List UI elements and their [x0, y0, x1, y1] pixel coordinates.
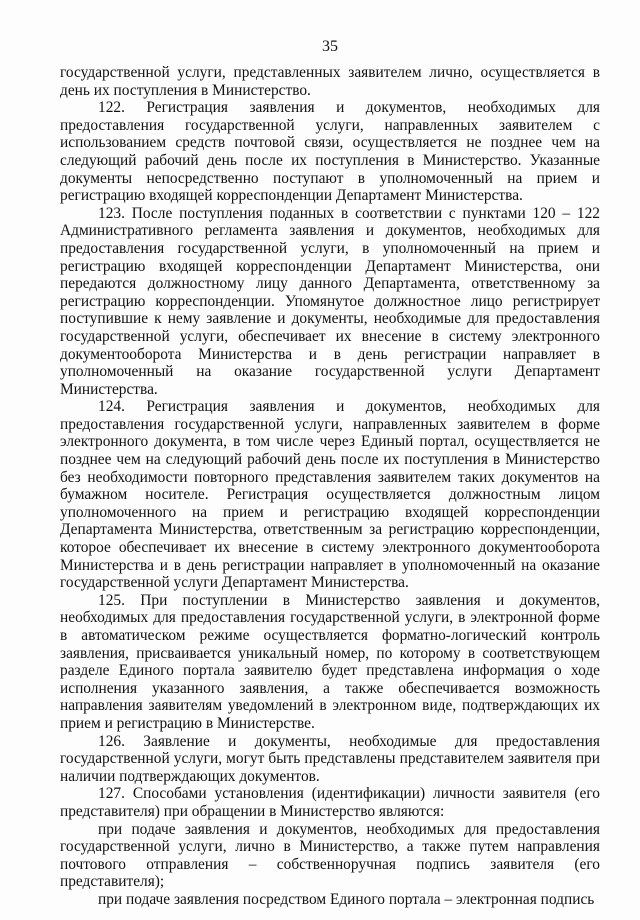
paragraph-122: 122. Регистрация заявления и документов, необходимых для предоставления государственной услуги, направленных заявителем с использованием средств почтовой связи, осуществляется не позднее чем на следующий рабочий день после их поступления в Министерство. Указанные документы непосредственно поступают в уполномоченный на прием и регистрацию входящей корреспонденции Департамент Министерства. [60, 99, 600, 205]
paragraph-127: 127. Способами установления (идентификации) личности заявителя (его представителя) при обращении в Министерство являются: [60, 785, 600, 820]
paragraph-127-item-personal: при подаче заявления и документов, необходимых для предоставления государственной услуги, лично в Министерство, а также путем направления почтового отправления – собственноручная подпись заявителя (его представителя); [60, 820, 600, 891]
paragraph-123: 123. После поступления поданных в соответствии с пунктами 120 – 122 Административного регламента заявления и документов, необходимых для предоставления государственной услуги, в уполномоченный на прием и регистрацию входящей корреспонденции Департамент Министерства, они передаются должностному лицу данного Департамента, ответственному за регистрацию корреспонденции. Упомянутое должностное лицо регистрирует поступившие к нему заявление и документы, необходимые для предоставления государственной услуги, обеспечивает их внесение в систему электронного документооборота Министерства и в день регистрации направляет в уполномоченный на оказание государственной услуги Департамент Министерства. [60, 204, 600, 398]
paragraph-125: 125. При поступлении в Министерство заявления и документов, необходимых для предоставления государственной услуги, в электронной форме в автоматическом режиме осуществляется форматно-логический контроль заявления, присваивается уникальный номер, по которому в соответствующем разделе Единого портала заявителю будет представлена информация о ходе исполнения указанного заявления, а также обеспечивается возможность направления заявителям уведомлений в электронном виде, подтверждающих их прием и регистрацию в Министерстве. [60, 591, 600, 732]
paragraph-124: 124. Регистрация заявления и документов, необходимых для предоставления государственной услуги, направленных заявителем в форме электронного документа, в том числе через Единый портал, осуществляется не позднее чем на следующий рабочий день после их поступления в Министерство без необходимости повторного представления заявителем таких документов на бумажном носителе. Регистрация осуществляется должностным лицом уполномоченного на прием и регистрацию входящей корреспонденции Департамента Министерства, ответственным за регистрацию корреспонденции, которое обеспечивает их внесение в систему электронного документооборота Министерства и в день регистрации направляет в уполномоченный на оказание государственной услуги Департамент Министерства. [60, 398, 600, 592]
paragraph-continuation: государственной услуги, представленных заявителем лично, осуществляется в день их поступления в Министерство. [60, 64, 600, 99]
paragraph-126: 126. Заявление и документы, необходимые для предоставления государственной услуги, могут быть представлены представителем заявителя при наличии подтверждающих документов. [60, 732, 600, 785]
paragraph-127-item-portal: при подаче заявления посредством Единого портала – электронная подпись [98, 890, 595, 908]
page-number: 35 [322, 38, 338, 55]
